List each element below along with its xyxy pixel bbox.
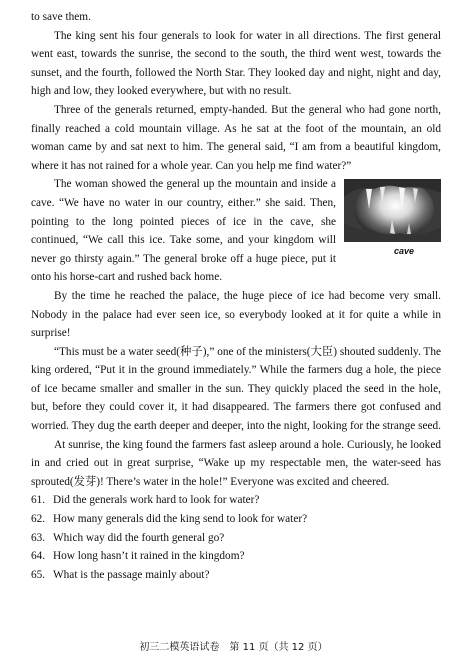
question-number: 62. — [31, 513, 46, 526]
question-text: Did the generals work hard to look for water? — [53, 494, 260, 507]
paragraph-continued: to save them. — [31, 11, 91, 23]
question-number: 65. — [31, 568, 46, 581]
question-item — [31, 547, 441, 566]
question-number: 61. — [31, 494, 46, 507]
cave-image — [344, 179, 441, 242]
paragraph-sunrise: At sunrise, the king found the farmers fast asleep around a hole. Curiously, he looked in and cried out in great surprise, “Wake up my respectable men, the water-seed has sprouted(发芽)! There’s water in the hole!” Everyone was excited and cheered. — [31, 438, 441, 488]
question-item — [31, 566, 441, 585]
paragraph-water-seed: “This must be a water seed(种子),” one of the ministers(大臣) shouted suddenly. The king ordered, “Put it in the ground immediately.” While the farmers dug a hole, the piece of ice became smaller and smaller in the sun. They quickly placed the seed in the hole, but, before they could cover it, it had disappeared. The farmers there got confused and worried. They dug the earth deeper and deeper, into the night, looking for the strange seed. — [31, 345, 441, 433]
question-text: How long hasn’t it rained in the kingdom? — [53, 550, 245, 563]
question-item — [31, 529, 441, 548]
question-number: 63. — [31, 531, 46, 544]
paragraph-north-general: Three of the generals returned, empty-handed. But the general who had gone north, finally reached a cold mountain village. As he sat at the foot of the mountain, an old woman came by and sat next to him. The general said, “I am from a beautiful kingdom, where it has not rained for a whole year. Can you help me find water?” — [31, 103, 441, 172]
question-text: How many generals did the king send to look for water? — [53, 513, 308, 526]
question-text: What is the passage mainly about? — [53, 568, 210, 581]
question-item — [31, 491, 441, 510]
question-item — [31, 510, 441, 529]
document-page — [31, 8, 441, 584]
page-footer: 初三二模英语试卷 第 11 页（共 12 页） — [139, 642, 328, 653]
paragraph-palace: By the time he reached the palace, the huge piece of ice had become very small. Nobody in the palace had ever seen ice, so everybody looked at it for quite a while in surprise! — [31, 289, 441, 340]
cave-caption: cave — [393, 246, 415, 257]
paragraph-cave — [31, 175, 441, 287]
paragraph-cave-text: The woman showed the general up the mountain and inside a cave. “We have no water in our country, either.” she said. Then, pointing to the long pointed pieces of ice in the cave, she continued, “We call this ice. Take some, and your kingdom will never go thirsty again.” The general broke off a huge piece, put it onto his horse-cart and rushed back home. — [31, 178, 336, 284]
question-text: Which way did the fourth general go? — [53, 531, 225, 544]
question-number: 64. — [31, 550, 46, 563]
paragraph-generals-search: The king sent his four generals to look for water in all directions. The first general went east, towards the sunrise, the second to the south, the third went west, towards the sunset, and the fourth, followed the North Star. They looked day and night, night and day, high and low, they looked everywhere, but with no result. — [31, 29, 441, 98]
question-list — [31, 491, 441, 584]
cave-figure — [344, 179, 441, 258]
